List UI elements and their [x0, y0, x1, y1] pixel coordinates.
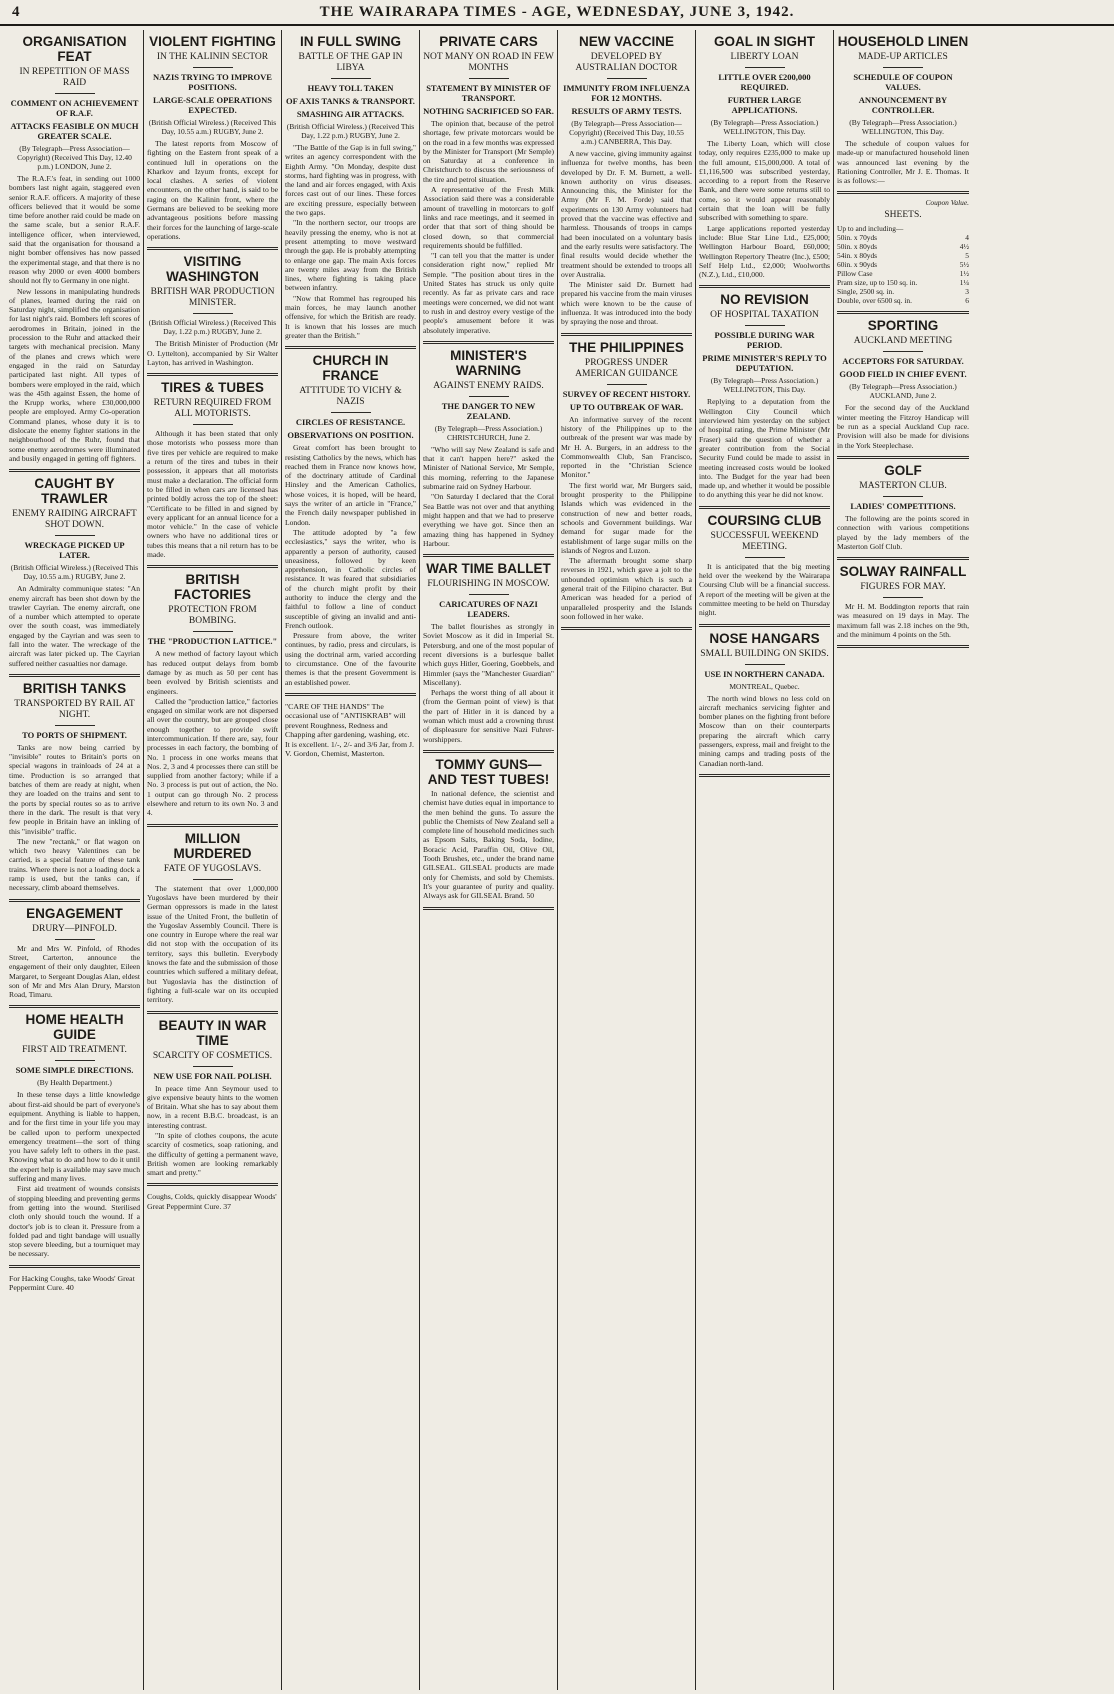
- article-body: [699, 397, 830, 499]
- headline: CHURCH IN FRANCE: [312, 353, 389, 384]
- subheading: ACCEPTORS FOR SATURDAY.: [842, 356, 964, 367]
- headline: SOLWAY RAINFALL: [839, 564, 967, 580]
- column-separator: [9, 1005, 140, 1008]
- subheading: GOOD FIELD IN CHIEF EVENT.: [839, 369, 967, 380]
- article: [9, 34, 140, 463]
- dateline: (By Telegraph—Press Association.) AUCKLAND, June 2.: [849, 382, 957, 401]
- coupon-header: Coupon Value.: [925, 198, 969, 208]
- paragraph: An informative survey of the recent history of the Philippines up to the outbreak of the present war was made by Mr H. A. Burgers, in an address to the Commonwealth Club, San Francisco, reported in the "Christian Science Monitor.": [561, 414, 692, 480]
- subheading: FIGURES FOR MAY.: [860, 582, 946, 593]
- coupon-value: 5½: [959, 260, 969, 270]
- subheading: MASTERTON CLUB.: [859, 480, 947, 491]
- subheading: OF AXIS TANKS & TRANSPORT.: [286, 96, 415, 106]
- paragraph: In these tense days a little knowledge about first-aid should be part of everyone's equipment. Anything is liable to happen, and for the first time in your life you may be called upon to perform unexpected emergency treatment—the sort of thing you have safely left to others in the past. Knowing what to do and how to do it until the expert help is available may save much suffering and many lives.: [9, 1090, 140, 1184]
- paragraph: The aftermath brought some sharp reverses in 1921, which gave a jolt to the unbounded optimism which is such a general trait of the Filipino character. But American was headed for a period of unparalleled prosperity and the Islands soon followed in her wake.: [561, 556, 692, 621]
- coupon-item: 60in. x 90yds: [837, 260, 878, 270]
- subheading: MADE-UP ARTICLES: [858, 52, 948, 62]
- headline: NEW VACCINE: [578, 34, 674, 49]
- paragraph: Replying to a deputation from the Wellington City Council which interviewed him yesterday on the subject of hospital rating, the Prime Minister (Mr Fraser) said the question of whether a greater contribution from the Social Security Fund could be made to assist in meeting increased costs would be looked into. The Budget for the year had been made up, and whether it would be possible to do anything this year he did not know.: [699, 397, 830, 500]
- subheading: LARGE-SCALE OPERATIONS EXPECTED.: [152, 95, 273, 115]
- column-separator: [561, 333, 692, 336]
- paragraph: Great comfort has been brought to resisting Catholics by the news, which has reached them in France now knows how, of the doctrinary attitude of Cardinal Hinsley and the American Catholics, whose voices, it is hoped, will be heard, says the writer of an article in "France," the French daily newspaper published in London.: [285, 443, 416, 527]
- headline: ORGANISATION FEAT: [22, 34, 127, 64]
- subheading: IN THE KALININ SECTOR: [156, 52, 269, 62]
- dateline: (British Official Wireless.) (Received This Day, 1.22 p.m.) RUGBY, June 2.: [148, 318, 277, 337]
- dateline: (By Telegraph—Press Association.) WELLINGTON, This Day.: [710, 118, 819, 136]
- paragraph: The opinion that, because of the petrol shortage, few private motorcars would be on the road in a few months was expressed by the Minister for Transport (Mr Semple) on Saturday at a conference in Christchurch to discuss the seriousness of the tire and petrol situation.: [423, 119, 554, 184]
- subheading: FATE OF YUGOSLAVS.: [163, 863, 262, 874]
- article: [147, 831, 278, 1005]
- article: [837, 34, 969, 185]
- column-separator: [837, 645, 969, 648]
- paragraph: Although it has been stated that only those motorists who possess more than five tires per vehicle are required to make a return of the tires and tubes in their possession, it appears that all motorists must make a declaration. The official form to be filled in when cars are licensed has printed boldly across the top of the sheet: "Certificate to be filled in and signed by every applicant for an annual licence for a motor vehicle." In the case of vehicle owners who have no additional tires or tubes this means that a nil return has to be made.: [147, 429, 278, 560]
- headline: MILLION MURDERED: [173, 830, 252, 861]
- divider: [745, 557, 785, 558]
- paragraph: "On Saturday I declared that the Coral Sea Battle was not over and that anything might happen and that we had to preserve everything we have got. Since then an amazing thing has happened in Sydney Harbour.: [423, 492, 554, 548]
- article: [561, 34, 692, 327]
- headline: WAR TIME BALLET: [426, 561, 551, 577]
- subheading: PRIME MINISTER'S REPLY TO DEPUTATION.: [702, 353, 827, 374]
- subheading: IN REPETITION OF MASS RAID: [19, 67, 130, 88]
- dateline: (By Telegraph—Press Association.) WELLINGTON, This Day.: [710, 376, 819, 395]
- article-body: [699, 139, 830, 279]
- coupon-value: 6: [965, 296, 969, 306]
- dateline: (By Telegraph—Press Association—Copyright) (Received This Day, 12.40 p.m.) LONDON, June 2.: [17, 144, 132, 171]
- column-separator: [147, 824, 278, 827]
- subheading: FLOURISHING IN MOSCOW.: [427, 579, 550, 590]
- paragraph: Mr H. M. Boddington reports that rain was measured on 19 days in May. The maximum fall was 2.18 inches on the 9th, and the minimum 4 points on the 5th.: [837, 602, 969, 640]
- subheading: ENEMY RAIDING AIRCRAFT SHOT DOWN.: [12, 509, 137, 531]
- article: [423, 34, 554, 335]
- article-body: [699, 562, 830, 618]
- dateline: (By Health Department.): [37, 1078, 112, 1088]
- paragraph: A new vaccine, giving immunity against influenza for twelve months, has been developed by Dr. F. M. Burnett, a well-known authority on virus diseases. Announcing this, the Minister for the Army (Mr F. M. Forde) said that experiments on 130 Army volunteers had proved that the vaccine was effective and harmless. Thousands of troops in camps had been inoculated on a voluntary basis and the early results were satisfactory. The final results would decide whether the treatment should be extended to troops all over Australia.: [561, 149, 692, 279]
- article-body: [423, 445, 554, 548]
- article: [837, 318, 969, 449]
- advertisement: For Hacking Coughs, take Woods' Great Peppermint Cure. 40: [9, 1273, 135, 1293]
- coupon-row: [837, 224, 969, 233]
- paragraph: The schedule of coupon values for made-up or manufactured household linen was announced last evening by the Rationing Controller, Mr J. E. Thomas. It is as follows:—: [837, 139, 969, 186]
- article: [699, 292, 830, 499]
- divider: [469, 396, 509, 397]
- column-separator: [837, 191, 969, 194]
- divider: [745, 67, 785, 68]
- divider: [193, 424, 233, 425]
- column-separator: [9, 469, 140, 472]
- article-body: [9, 174, 140, 463]
- headline: VISITING WASHINGTON: [166, 254, 259, 285]
- headline: HOME HEALTH GUIDE: [25, 1012, 124, 1043]
- subheading: FURTHER LARGE APPLICATIONS.: [727, 95, 802, 115]
- column-separator: [423, 750, 554, 753]
- article-body: [837, 403, 969, 449]
- subheading: RETURN REQUIRED FROM ALL MOTORISTS.: [153, 398, 272, 420]
- headline: BRITISH FACTORIES: [173, 572, 251, 603]
- subheading: NEW USE FOR NAIL POLISH.: [153, 1070, 272, 1081]
- column-separator: [147, 373, 278, 376]
- article-body: [423, 622, 554, 744]
- coupon-value: 4: [965, 233, 969, 243]
- column-4: [420, 30, 558, 1690]
- article-body: [147, 339, 278, 367]
- article: [285, 353, 416, 687]
- column-separator: [699, 774, 830, 777]
- divider: [883, 351, 923, 352]
- article: [699, 513, 830, 618]
- article-body: [837, 139, 969, 185]
- subheading: SMALL BUILDING ON SKIDS.: [700, 648, 829, 659]
- article-body: [423, 789, 554, 901]
- column-1: [6, 30, 144, 1690]
- paragraph: Called the "production lattice," factories engaged on similar work are not dispersed all over the country, but are grouped close enough together to provide swift intercommunication. If there are, say, four processes in each factory, the bombing of No. 1 process in one works means that Nos. 2, 3 and 4 processes there can still be supplied from another factory; while if a No. 3 process is put out of action, the No. 1 output can go through No. 2 process elsewhere and return to its own No. 3 and 4.: [147, 696, 278, 818]
- subheading: THE "PRODUCTION LATTICE.": [147, 636, 278, 647]
- headline: HOUSEHOLD LINEN: [837, 34, 969, 49]
- headline: BEAUTY IN WAR TIME: [158, 1017, 267, 1048]
- coupon-item: Pillow Case: [837, 269, 873, 279]
- column-separator: [285, 346, 416, 349]
- article: [9, 476, 140, 668]
- coupon-item: Pram size, up to 150 sq. in.: [837, 278, 918, 288]
- subheading: UP TO OUTBREAK OF WAR.: [569, 401, 684, 412]
- subheading: THE DANGER TO NEW ZEALAND.: [441, 400, 536, 421]
- article-body: [9, 584, 140, 668]
- subheading: TRANSPORTED BY RAIL AT NIGHT.: [14, 698, 135, 720]
- paragraph: Perhaps the worst thing of all about it (from the German point of view) is that the part of Hitler in it is danced by a woman which must add a crowning thrust of displeasure for sensitive Nazi Fuhrer-worshippers.: [423, 688, 554, 744]
- paragraph: The following are the points scored in connection with various competitions played by the lady members of the Masterton Golf Club.: [837, 513, 969, 551]
- subheading: PROGRESS UNDER AMERICAN GUIDANCE: [575, 357, 678, 379]
- article: [147, 380, 278, 559]
- article-body: [147, 1084, 278, 1178]
- divider: [331, 78, 371, 79]
- paragraph: "Now that Rommel has regrouped his main forces, he may launch another offensive, for which the British are ready. It is known that his losses are much greater than the British.": [285, 293, 416, 340]
- subheading: SOME SIMPLE DIRECTIONS.: [15, 1065, 134, 1076]
- column-separator: [699, 506, 830, 509]
- subheading: NOTHING SACRIFICED SO FAR.: [423, 106, 554, 116]
- divider: [193, 1066, 233, 1067]
- paragraph: The ballet flourishes as strongly in Soviet Moscow as it did in Imperial St. Petersburg, and one of the most popular of recent diversions is a burlesque ballet which guys Hitler, Goering, Goebbels, and Himmler (says the "Manchester Guardian" Miscellany).: [423, 622, 554, 687]
- subheading: AUCKLAND MEETING: [853, 336, 953, 347]
- headline: GOAL IN SIGHT: [713, 34, 815, 49]
- article: [9, 1012, 140, 1258]
- headline: THE PHILIPPINES: [569, 339, 684, 355]
- article: [285, 34, 416, 340]
- subheading: IMMUNITY FROM INFLUENZA FOR 12 MONTHS.: [563, 83, 690, 103]
- article-body: [147, 139, 278, 241]
- article-body: [147, 649, 278, 817]
- subheading: AGAINST ENEMY RAIDS.: [433, 380, 544, 391]
- subheading: FIRST AID TREATMENT.: [22, 1045, 127, 1056]
- headline: NOSE HANGARS: [709, 630, 820, 646]
- divider: [193, 67, 233, 68]
- divider: [55, 725, 95, 726]
- paragraph: An Admiralty communique states: "An enemy aircraft has been shot down by the trawler Cayrian. The enemy aircraft, one of a number which attempted to operate over the south coast, was immediately engaged by the Cayrian and was seen to fall into the water. The wreckage of the aircraft was later picked up. The Cayrian suffered neither casualties nor damage.: [9, 584, 140, 668]
- article-body: [147, 884, 278, 1005]
- article-body: [9, 1090, 140, 1258]
- subheading: NOT MANY ON ROAD IN FEW MONTHS: [423, 52, 554, 73]
- coupon-item: 50in. x 80yds: [837, 242, 878, 252]
- dateline: (British Official Wireless.) (Received This Day, 10.55 a.m.) RUGBY, June 2.: [10, 563, 139, 582]
- page-number: 4: [12, 4, 20, 20]
- coupon-row: [837, 242, 969, 251]
- paragraph: The Liberty Loan, which will close today, only requires £235,000 to make up the full amount, £15,000,000. A total of £1,116,500 was subscribed yesterday, according to a report from the Reserve Bank, and there were some returns still to come, so it would appear reasonably certain that the loan will be fully subscribed with something to spare.: [699, 139, 830, 223]
- coupon-item: 54in. x 80yds: [837, 251, 878, 261]
- column-separator: [837, 311, 969, 314]
- paragraph: "Who will say New Zealand is safe and that it can't happen here?" asked the Minister of National Service, Mr Semple, this morning, referring to the Japanese submarine raid on Sydney Harbour.: [423, 444, 554, 492]
- divider: [469, 594, 509, 595]
- paragraph: The Minister said Dr. Burnett had prepared his vaccine from the main viruses which were known to be the cause of influenza. It was introduced into the body by spraying the nose and throat.: [561, 280, 692, 327]
- article: [837, 463, 969, 551]
- divider: [745, 664, 785, 665]
- column-separator: [699, 624, 830, 627]
- column-separator: [561, 627, 692, 630]
- subheading: WRECKAGE PICKED UP LATER.: [24, 540, 125, 561]
- headline: TIRES & TUBES: [161, 380, 264, 396]
- subheading: HEAVY TOLL TAKEN: [307, 83, 394, 93]
- column-separator: [837, 456, 969, 459]
- column-separator: [285, 693, 416, 696]
- column-separator: [147, 1011, 278, 1014]
- subheading: OBSERVATIONS ON POSITION.: [287, 430, 414, 441]
- coupon-value: 1¼: [959, 278, 969, 288]
- coupon-schedule: [837, 198, 969, 305]
- divider: [55, 1060, 95, 1061]
- divider: [331, 412, 371, 413]
- divider: [607, 78, 647, 79]
- paragraph: The north wind blows no less cold on aircraft mechanics servicing fighter and bomber planes on the fighting front before Moscow than on their counterparts preparing the aircraft which carry passengers, express, mail and freight to the mining camps and trading posts of the Canadian north-land.: [699, 693, 830, 768]
- subheading: CARICATURES OF NAZI LEADERS.: [439, 599, 538, 620]
- coupon-row: [837, 269, 969, 278]
- paragraph: Pressure from above, the writer continues, by radio, press and circulars, is using the doctrinal arm, varied according to circumstance. One of the favourite themes is that the present Government is an established power.: [285, 631, 416, 687]
- article-body: [561, 415, 692, 622]
- coupon-row: [837, 251, 969, 260]
- headline: CAUGHT BY TRAWLER: [34, 476, 115, 507]
- divider: [745, 325, 785, 326]
- coupon-row: [837, 260, 969, 269]
- paragraph: The R.A.F.'s feat, in sending out 1000 bombers last night again, staggered even senior R.A.F. officers. A majority of these officers believed that it would be some time before another raid could be made on the same scale, but a senior R.A.F. intelligence officer, when interviewed, said that the organisation for thousand a night bomber offensives has now passed the experimental stage, and that there is no reason why 2000 or even 4000 bombers should not fly to Germany in one night.: [9, 174, 140, 286]
- subheading: BATTLE OF THE GAP IN LIBYA: [298, 52, 403, 73]
- dateline: (British Official Wireless.) (Received This Day, 10.55 a.m.) RUGBY, June 2.: [148, 118, 277, 136]
- paragraph: For the second day of the Auckland winter meeting the Fitzroy Handicap will be run as a special Auckland Cup race. Provision will also be made for divisions in the York Steeplechase.: [837, 403, 969, 450]
- article-body: [837, 514, 969, 551]
- headline: BRITISH TANKS: [22, 680, 127, 696]
- paragraph: "The Battle of the Gap is in full swing," writes an agency correspondent with the Eighth Army. "On Monday, despite dust storms, hard fighting was in progress, with the land and air forces engaged, with Axis forces cast out of our lines. These forces are exciting pressure, especially between the two gaps.: [285, 143, 416, 218]
- coupon-section: SHEETS.: [884, 210, 922, 221]
- subheading: SMASHING AIR ATTACKS.: [296, 109, 405, 119]
- subheading: SCHEDULE OF COUPON VALUES.: [853, 72, 953, 92]
- divider: [193, 879, 233, 880]
- divider: [883, 597, 923, 598]
- column-separator: [147, 565, 278, 568]
- dateline: (By Telegraph—Press Association.) CHRISTCHURCH, June 2.: [434, 423, 543, 442]
- headline: IN FULL SWING: [300, 34, 401, 49]
- subheading: LITTLE OVER £200,000 REQUIRED.: [718, 72, 811, 92]
- headline: TOMMY GUNS— AND TEST TUBES!: [427, 756, 550, 787]
- article: [837, 564, 969, 639]
- dateline: (British Official Wireless.) (Received This Day, 1.22 p.m.) RUGBY, June 2.: [286, 122, 415, 140]
- paragraph: A representative of the Fresh Milk Association said there was a considerable amount of travelling in motorcars to golf links and race meetings, and it seemed in order that that sort of thing should be closed down, so that commercial requirements should be fulfilled.: [423, 185, 554, 250]
- divider: [193, 313, 233, 314]
- divider: [607, 384, 647, 385]
- article: [9, 681, 140, 893]
- subheading: STATEMENT BY MINISTER OF TRANSPORT.: [426, 83, 551, 103]
- column-7: [834, 30, 972, 1690]
- subheading: SURVEY OF RECENT HISTORY.: [562, 388, 691, 399]
- headline: VIOLENT FIGHTING: [149, 34, 276, 49]
- dateline: (By Telegraph—Press Association—Copyright) (Received This Day, 10.55 a.m.) CANBERRA, This Day.: [569, 119, 684, 146]
- column-2: [144, 30, 282, 1690]
- paragraph: It is anticipated that the big meeting held over the weekend by the Wairarapa Coursing Club will be a financial success. A report of the meeting will be given at the committee meeting to be held on Thursday night.: [699, 561, 830, 618]
- coupon-value: 1½: [959, 269, 969, 279]
- subheading: COMMENT ON ACHIEVEMENT OF R.A.F.: [10, 98, 139, 118]
- subheading: RESULTS OF ARMY TESTS.: [571, 106, 682, 116]
- subheading: OF HOSPITAL TAXATION: [710, 310, 819, 321]
- divider: [883, 496, 923, 497]
- article-body: [423, 119, 554, 335]
- paragraph: "In the northern sector, our troops are heavily pressing the enemy, who is not at present attempting to move westward through the gap. He is probably attempting to enlarge one gap. The main Axis forces are twenty miles away from the British lines, where fighting is taking place between infantry.: [285, 218, 416, 293]
- divider: [55, 93, 95, 94]
- coupon-value: 5: [965, 251, 969, 261]
- paragraph: First aid treatment of wounds consists of stopping bleeding and preventing germs from getting into the wound. Sterilised cloth only should touch the wound. If a doctor's job is to clean it. Pressure from a folded pad and tight bandage will usually stop severe bleeding, but a tourniquet may be necessary.: [9, 1184, 140, 1259]
- paragraph: Large applications reported yesterday include: Blue Star Line Ltd., £25,000; Wellington Harbour Board, £60,000; Wellington Repertory Theatre (Inc.), £500; Self Help Ltd., £2,000; Woolworths (N.Z.), Ltd., £10,000.: [699, 223, 830, 280]
- column-separator: [837, 557, 969, 560]
- coupon-value: 4½: [959, 242, 969, 252]
- divider: [55, 939, 95, 940]
- article: [9, 906, 140, 1000]
- paragraph: "I can tell you that the matter is under consideration right now," replied Mr Semple. "The position about tires in the United States has struck us only quite recently. As far as private cars and race meetings were concerned, we did not want to rush in and destroy every vestige of the people's amusement before it was absolutely imperative.: [423, 251, 554, 335]
- article-body: [837, 602, 969, 639]
- column-separator: [423, 907, 554, 910]
- column-separator: [699, 285, 830, 288]
- subheading: ATTITUDE TO VICHY & NAZIS: [299, 386, 402, 408]
- column-6: [696, 30, 834, 1690]
- paragraph: The British Minister of Production (Mr O. Lyttelton), accompanied by Sir Walter Layton, has arrived in Washington.: [147, 339, 278, 367]
- headline: GOLF: [884, 462, 922, 478]
- paragraph: New lessons in manipulating hundreds of planes, learned during the raid on Saturday night, simplified the organisation for last night's raid. Bombers left scores of aerodromes in Britain, joined in the procession to the Ruhr and attacked their targets with mechanical precision. Many of the planes and crews which were engaged in the raid on Saturday participated last night. All types of bombers were employed in the raid, which was the 45th against Essen, the home of the Krupp works, where £30,000,000 people are employed. Army Co-operation Command planes, whose duty it is to dislocate the enemy fighter stations in the neighbourhood of the Ruhr, found that some enemy aerodromes were illuminated and busily engaged in getting off fighters.: [9, 286, 140, 463]
- paragraph: In national defence, the scientist and chemist have duties equal in importance to the men behind the guns. To assure the public the Chemists of New Zealand sell a complete line of household medicines such as Epsom Salts, Baking Soda, Iodine, Boracic Acid, Paraffin Oil, Olive Oil, Tooth Brushes, etc., under the brand name GILSEAL. GILSEAL products are made only for Chemists, and sold by Chemists. It's your guarantee of purity and quality. Always ask for GILSEAL Brand. 50: [423, 788, 554, 901]
- headline: ENGAGEMENT: [26, 905, 123, 921]
- advertisement: Coughs, Colds, quickly disappear Woods' Great Peppermint Cure. 37: [147, 1192, 277, 1211]
- column-separator: [9, 674, 140, 677]
- coupon-row: [837, 233, 969, 242]
- column-3: [282, 30, 420, 1690]
- article: [147, 254, 278, 367]
- divider: [193, 631, 233, 632]
- column-separator: [9, 1265, 140, 1268]
- subheading: CIRCLES OF RESISTANCE.: [295, 417, 406, 428]
- article: [423, 561, 554, 744]
- coupon-row: [837, 287, 969, 296]
- article-body: [699, 694, 830, 768]
- column-separator: [423, 554, 554, 557]
- subheading: DEVELOPED BY AUSTRALIAN DOCTOR: [575, 52, 678, 73]
- coupon-row: [837, 278, 969, 287]
- subheading: ANNOUNCEMENT BY CONTROLLER.: [858, 95, 948, 115]
- article-body: [285, 143, 416, 340]
- coupon-item: Up to and including—: [837, 224, 904, 234]
- subheading: SUCCESSFUL WEEKEND MEETING.: [710, 530, 819, 552]
- article-body: [285, 443, 416, 687]
- headline: PRIVATE CARS: [439, 34, 538, 49]
- subheading: USE IN NORTHERN CANADA.: [704, 668, 825, 679]
- headline: NO REVISION: [720, 292, 809, 308]
- coupon-item: 50in. x 70yds: [837, 233, 878, 243]
- article-body: [9, 944, 140, 1000]
- advertisement: "CARE OF THE HANDS" The occasional use of "ANTISKRAB" will prevent Roughness, Redness and Chapping after gardening, washing, etc. It is excellent. 1/-, 2/- and 3/6 Jar, from J. V. Gordon, Chemist, Masterton.: [285, 701, 414, 759]
- dateline: MONTREAL, Quebec.: [729, 681, 800, 691]
- subheading: TO PORTS OF SHIPMENT.: [22, 729, 127, 740]
- article: [147, 34, 278, 241]
- subheading: SCARCITY OF COSMETICS.: [152, 1050, 273, 1061]
- subheading: POSSIBLE DURING WAR PERIOD.: [714, 330, 815, 351]
- article-body: [9, 743, 140, 893]
- divider: [883, 67, 923, 68]
- masthead: [0, 0, 1114, 26]
- subheading: NAZIS TRYING TO IMPROVE POSITIONS.: [153, 72, 272, 92]
- divider: [55, 535, 95, 536]
- coupon-value: 3: [965, 287, 969, 297]
- column-separator: [423, 341, 554, 344]
- column-5: [558, 30, 696, 1690]
- subheading: DRURY—PINFOLD.: [32, 923, 117, 934]
- subheading: PROTECTION FROM BOMBING.: [168, 605, 257, 627]
- subheading: LIBERTY LOAN: [730, 52, 799, 62]
- headline: COURSING CLUB: [707, 512, 822, 528]
- column-separator: [9, 899, 140, 902]
- newspaper-title: THE WAIRARAPA TIMES - AGE, WEDNESDAY, JUNE 3, 1942.: [319, 4, 795, 20]
- subheading: ATTACKS FEASIBLE ON MUCH GREATER SCALE.: [10, 121, 139, 141]
- coupon-item: Double, over 6500 sq. in.: [837, 296, 912, 306]
- paragraph: A new method of factory layout which has reduced output delays from bomb damage by as much as 50 per cent has been evolved by British scientists and engineers.: [147, 649, 278, 696]
- headline: MINISTER'S WARNING: [450, 347, 527, 378]
- paragraph: Mr and Mrs W. Pinfold, of Rhodes Street, Carterton, announce the engagement of their only daughter, Eileen Margaret, to Sergeant Douglas Alan, eldest son of Mr and Mrs Alan Drury, Marston Road, Timaru.: [9, 943, 140, 1000]
- column-separator: [147, 1183, 278, 1186]
- paragraph: The statement that over 1,000,000 Yugoslavs have been murdered by their German oppressors is made in the latest issue of the United Front, the bulletin of the Yugoslav Assembly Council. There is one country in Europe where the real war did not stop with the occupation of its territory, says this bulletin. Everybody knows the fate and the submission of those countries which suffered a military defeat, but Yugoslavia has the distinction of fighting a full-scale war on its occupied territory.: [147, 883, 278, 1005]
- article-body: [561, 149, 692, 327]
- coupon-item: Single, 2500 sq. in.: [837, 287, 895, 297]
- subheading: BRITISH WAR PRODUCTION MINISTER.: [150, 287, 275, 309]
- article: [147, 1018, 278, 1178]
- headline: SPORTING: [867, 318, 939, 334]
- article: [423, 757, 554, 901]
- subheading: LADIES' COMPETITIONS.: [850, 500, 956, 511]
- dateline: (By Telegraph—Press Association.) WELLINGTON, This Day.: [849, 118, 957, 136]
- coupon-row: [837, 296, 969, 305]
- article: [423, 348, 554, 548]
- article: [561, 340, 692, 622]
- column-separator: [147, 247, 278, 250]
- article: [699, 631, 830, 768]
- divider: [469, 78, 509, 79]
- article: [147, 572, 278, 817]
- paragraph: In peace time Ann Seymour used to give expensive beauty hints to the women of Britain. What she has to say about them now, in a recent B.B.C. broadcast, is an interesting contrast.: [147, 1083, 278, 1130]
- paragraph: The first world war, Mr Burgers said, brought prosperity to the Philippine Islands which was evidenced in the construction of new and better roads, schools and Government buildings. War demand for sugar made for the establishment of large sugar mills on the islands of Negros and Luzon.: [561, 480, 692, 555]
- paragraph: The latest reports from Moscow of fighting on the Eastern front speak of a continued lull in operations on the Kharkov and Izyum fronts, except for local clashes. A series of violent encounters, on the other hand, is said to be raging on the Kalinin front, where the Germans are believed to be seeking more advantageous positions before massing their forces for the launching of large-scale operations.: [147, 139, 279, 241]
- article-body: [147, 429, 278, 559]
- paragraph: "In spite of clothes coupons, the acute scarcity of cosmetics, soap rationing, and the difficulty of getting a permanent wave, British women are looking remarkably smart and pretty.": [147, 1131, 278, 1178]
- paragraph: The attitude adopted by "a few ecclesiastics," says the writer, who is apparently a person of authority, caused uneasiness, followed by keen apprehension, in Catholic circles of resistance. It was feared that subsidiaries of the church might profit by their authority to induce the clergy and the faithful to follow a line of conduct susceptible of giving an invalid and anti-French outlook.: [285, 527, 416, 630]
- paragraph: The new "rectank," or flat wagon on which two heavy Valentines can be carried, is a special feature of these tank trains. Where there is not a loading dock a ramp is used, but the tanks can, if necessary, climb aboard themselves.: [9, 836, 140, 893]
- columns: [6, 30, 1108, 1690]
- paragraph: Tanks are now being carried by "invisible" routes to Britain's ports on special wagons in trainloads of 24 at a time. Production is so arranged that batches of them are ready at night, when they are loaded on the trains and sent to the ports by special routes so as to arrive there in the dark. The result is that very few people in Britain have an inkling of this "invisible" traffic.: [9, 742, 140, 836]
- article: [699, 34, 830, 279]
